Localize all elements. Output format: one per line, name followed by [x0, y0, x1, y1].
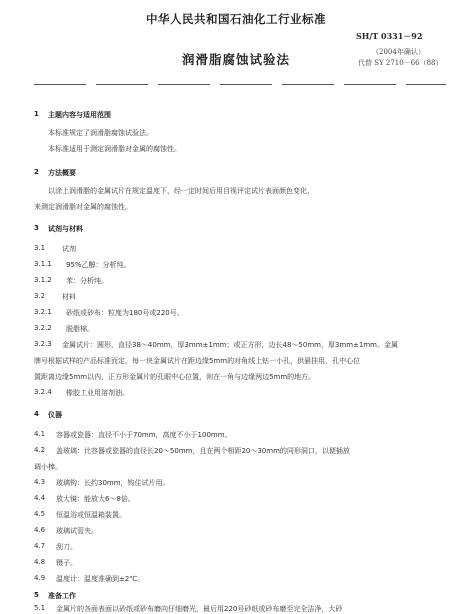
clause-text: 盖玻璃：比容器或瓷器的直径长20～50mm，且在两个相距20～30mm的同形洞口，以便插放 [56, 447, 350, 455]
clause-number: 4.6 [34, 526, 46, 534]
clause-number: 4.2 [34, 446, 46, 454]
paragraph-line: 本标准规定了润滑脂腐蚀试验法。 [48, 129, 153, 137]
clause-number: 3.1.2 [34, 276, 52, 284]
clause-text: 材料 [62, 293, 76, 301]
clause-number: 3.2.4 [34, 388, 52, 396]
section-heading: 仪器 [48, 411, 62, 419]
clause-number: 3.2.1 [34, 308, 52, 316]
clause-text: 恒温浴或恒温箱装置。 [56, 511, 126, 519]
clause-text: 脱脂棉。 [66, 325, 94, 333]
clause-text: 玻璃钩：长约30mm，钩住试片用。 [56, 479, 170, 487]
clause-number: 3.2.2 [34, 324, 52, 332]
separator-segment [34, 84, 86, 85]
clause-text: 砂纸或砂布：粒度为180号或220号。 [66, 309, 184, 317]
clause-number: 3.1 [34, 244, 46, 252]
clause-text: 置距离边缘5mm以内，正方形金属片的孔眼中心位置，则在一角与边缘两边5mm的地方。 [34, 373, 316, 381]
clause-number: 4.7 [34, 542, 46, 550]
document-title: 润滑脂腐蚀试验法 [181, 52, 290, 67]
clause-text: 温度计：温度准确到±2℃。 [56, 575, 145, 583]
clause-text: 放大镜：能放大6～8倍。 [56, 495, 135, 503]
section-number: 3 [34, 224, 39, 232]
section-number: 1 [34, 110, 39, 118]
section-heading: 方法概要 [48, 169, 76, 177]
clause-text: 橡胶工业用溶剂油。 [66, 389, 129, 397]
standard-replaces: 代替 SY 2710－66（88） [358, 59, 443, 67]
standard-edition: （2004年确认） [372, 48, 425, 56]
clause-number: 3.2.3 [34, 340, 52, 348]
separator-segment [96, 84, 148, 85]
separator-segment [282, 84, 334, 85]
clause-text: 苯：分析纯。 [66, 277, 108, 285]
paragraph-line: 来测定润滑脂对金属的腐蚀性。 [34, 203, 132, 211]
clause-number: 4.1 [34, 430, 46, 438]
clause-number: 4.8 [34, 558, 46, 566]
standard-org-title: 中华人民共和国石油化工行业标准 [146, 12, 326, 26]
separator-segment [406, 84, 446, 85]
section-heading: 主题内容与适用范围 [48, 111, 111, 119]
section-number: 2 [34, 168, 39, 176]
clause-number: 4.4 [34, 494, 46, 502]
clause-text: 玻璃试管夹。 [56, 527, 98, 535]
clause-text: 95%乙醇：分析纯。 [66, 261, 131, 269]
section-heading: 试剂与材料 [48, 225, 83, 233]
standard-code: SH/T 0331－92 [356, 31, 423, 41]
clause-text: 金属试片：圆形，直径38～40mm，厚3mm±1mm；或正方形，边长48～50mm，厚3mm±1mm。金属 [62, 341, 398, 349]
separator-segment [158, 84, 210, 85]
section-number: 4 [34, 410, 39, 418]
clause-number: 3.1.1 [34, 260, 52, 268]
section-heading: 准备工作 [48, 592, 76, 600]
clause-text: 金属片的各面表面以砂纸或砂布磨向仔细磨光，最后用220号砂纸或砂布磨至完全洁净，大砂 [56, 605, 343, 613]
clause-number: 4.5 [34, 510, 46, 518]
clause-number: 3.2 [34, 292, 46, 300]
clause-number: 5.1 [34, 604, 46, 612]
separator-segment [220, 84, 272, 85]
clause-text: 试剂 [62, 245, 76, 253]
clause-text: 镊子。 [56, 559, 77, 567]
clause-number: 4.3 [34, 478, 46, 486]
section-number: 5 [34, 591, 39, 599]
clause-text: 刮刀。 [56, 543, 77, 551]
clause-number: 4.9 [34, 574, 46, 582]
paragraph-line: 本标准适用于测定润滑脂对金属的腐蚀性。 [48, 145, 181, 153]
separator-segment [344, 84, 396, 85]
clause-text: 牌号根据试样的产品标准而定，每一块金属试片在距边缘5mm的对角线上钻一小孔，供悬挂用，孔中心位 [34, 357, 361, 365]
clause-text: 调小棒。 [34, 463, 62, 471]
paragraph-line: 以涂上润滑脂的金属试片在规定温度下，经一定时间后用目视评定试片表面颜色变化， [48, 187, 314, 195]
clause-text: 容器或瓷器：直径不小于70mm，高度不小于100mm。 [56, 431, 232, 439]
